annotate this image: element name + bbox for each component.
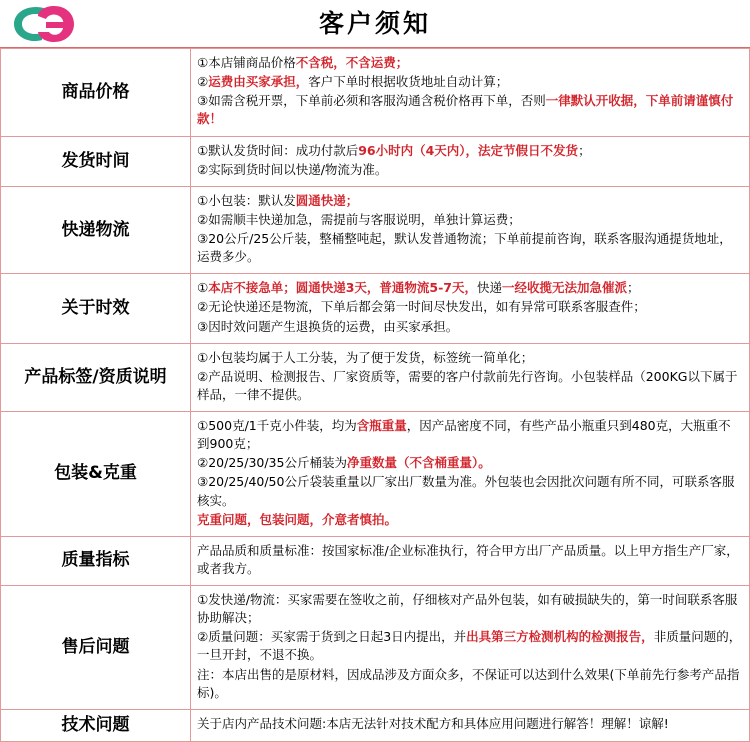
notice-text-segment: 关于店内产品技术问题:本店无法针对技术配方和具体应用问题进行解答！理解！谅解! [197, 716, 669, 732]
notice-text-segment: ； [578, 142, 591, 158]
notice-row [1, 136, 750, 186]
notice-row [1, 412, 750, 537]
notice-text-segment: 净重数量（不含桶重量）。 [346, 455, 491, 471]
notice-text-segment: 本店不接急单；圆通快递3天，普通物流5-7天， [208, 280, 478, 296]
notice-row-content [191, 186, 750, 274]
notice-row [1, 186, 750, 274]
notice-row-content [191, 586, 750, 710]
document-header [0, 0, 750, 48]
notice-text-segment: 注：本店出售的是原材料，因成品涉及方面众多，不保证可以达到什么效果(下单前先行参考产品指标)。 [197, 666, 740, 700]
notice-row [1, 274, 750, 343]
notice-text-segment: ①发快递/物流：买家需要在签收之前，仔细核对产品外包装，如有破损缺失的，第一时间联系客服协助解决； [197, 592, 738, 626]
notice-row-label: 售后问题 [1, 586, 191, 710]
notice-row [1, 536, 750, 585]
notice-line [197, 161, 743, 179]
notice-line [197, 715, 743, 733]
notice-text-segment: ③如需含税开票，下单前必须和客服沟通含税价格再下单，否则 [197, 93, 546, 109]
notice-text-segment: ； [627, 280, 640, 296]
notice-row-label: 商品价格 [1, 49, 191, 137]
notice-row-label: 技术问题 [1, 709, 191, 741]
notice-line [197, 298, 743, 316]
notice-table-body [1, 49, 750, 742]
notice-line [197, 368, 743, 404]
notice-line [197, 511, 743, 529]
notice-text-segment: 客户下单时根据收货地址自动计算； [308, 74, 509, 90]
notice-text-segment: ①小包装：默认发 [197, 192, 296, 208]
notice-text-segment: 不含税，不含运费； [295, 55, 409, 70]
notice-text-segment: ② [197, 74, 209, 90]
notice-line [197, 92, 743, 128]
notice-text-segment: 非质量问题的，一旦开封，不退不换。 [197, 629, 742, 663]
notice-text-segment: ③因时效问题产生退换货的运费，由买家承担。 [197, 318, 459, 334]
notice-row-label: 发货时间 [1, 136, 191, 186]
notice-line [197, 211, 743, 229]
notice-text-segment: ③20/25/40/50公斤袋装重量以厂家出厂数量为准。外包装也会因批次问题有所不同，可联系客服核实。 [197, 474, 735, 508]
notice-text-segment: 出具第三方检测机构的检测报告， [466, 629, 654, 645]
notice-row-content [191, 536, 750, 585]
notice-row [1, 49, 750, 137]
notice-text-segment: ②产品说明、检测报告、厂家资质等，需要的客户付款前先行咨询。小包装样品（200KG以下属于样品，一律不提供。 [197, 368, 738, 402]
notice-row [1, 586, 750, 710]
notice-text-segment: 96小时内（4天内），法定节假日不发货 [358, 142, 579, 158]
notice-line [197, 73, 743, 91]
notice-line [197, 54, 743, 72]
notice-text-segment: 一律默认开收据，下单前请谨慎付款！ [197, 93, 734, 127]
notice-row-content [191, 49, 750, 137]
notice-row-label: 关于时效 [1, 274, 191, 343]
notice-row-content [191, 412, 750, 537]
notice-text-segment: ① [197, 280, 209, 296]
notice-text-segment: ①本店铺商品价格 [197, 55, 296, 70]
notice-row-label: 产品标签/资质说明 [1, 343, 191, 411]
notice-line [197, 142, 743, 160]
notice-text-segment: ，因产品密度不同，有些产品小瓶重只到480克，大瓶重不到900克； [197, 418, 731, 452]
notice-line [197, 666, 743, 702]
notice-text-segment: 一经收揽无法加急催派 [502, 280, 628, 296]
notice-row [1, 709, 750, 741]
notice-row-content [191, 136, 750, 186]
notice-text-segment: 快递 [477, 280, 503, 296]
notice-row-content [191, 343, 750, 411]
notice-line [197, 279, 743, 297]
notice-text-segment: ②无论快递还是物流，下单后都会第一时间尽快发出，如有异常可联系客服查件； [197, 299, 646, 315]
notice-row-label: 快递物流 [1, 186, 191, 274]
notice-row [1, 343, 750, 411]
notice-line [197, 473, 743, 509]
notice-text-segment: ②质量问题：买家需于货到之日起3日内提出，并 [197, 629, 467, 645]
notice-row-label: 包装&克重 [1, 412, 191, 537]
notice-text-segment: ②20/25/30/35公斤桶装为 [197, 455, 347, 471]
notice-text-segment: ②如需顺丰快递加急，需提前与客服说明，单独计算运费； [197, 211, 521, 227]
notice-line [197, 417, 743, 453]
notice-text-segment: 含瓶重量 [356, 418, 407, 433]
notice-text-segment: 运费由买家承担， [208, 74, 309, 90]
notice-text-segment: ①默认发货时间：成功付款后 [197, 142, 359, 158]
notice-line [197, 230, 743, 266]
notice-text-segment: ②实际到货时间以快递/物流为准。 [197, 161, 388, 177]
notice-text-segment: ①小包装均属于人工分装，为了便于发货，标签统一简单化； [197, 349, 534, 365]
notice-line [197, 349, 743, 367]
notice-line [197, 542, 743, 578]
notice-text-segment: ③20公斤/25公斤装，整桶整吨起，默认发普通物流；下单前提前咨询，联系客服沟通提货地址，运费多少。 [197, 231, 732, 265]
notice-row-label: 质量指标 [1, 536, 191, 585]
notice-line [197, 192, 743, 210]
notice-text-segment: 圆通快递； [295, 192, 359, 208]
notice-text-segment: 克重问题，包装问题，介意者慎拍。 [197, 511, 398, 527]
notice-line [197, 591, 743, 627]
notice-text-segment: 产品品质和质量标准：按国家标准/企业标准执行，符合甲方出厂产品质量。以上甲方指生产厂家，或者我方。 [197, 542, 739, 576]
page-title: 客户须知 [318, 9, 431, 38]
notice-text-segment: ①500克/1千克小件装，均为 [197, 418, 357, 433]
notice-line [197, 454, 743, 472]
notice-row-content [191, 274, 750, 343]
notice-table [0, 48, 750, 742]
notice-line [197, 628, 743, 664]
notice-row-content [191, 709, 750, 741]
notice-line [197, 318, 743, 336]
